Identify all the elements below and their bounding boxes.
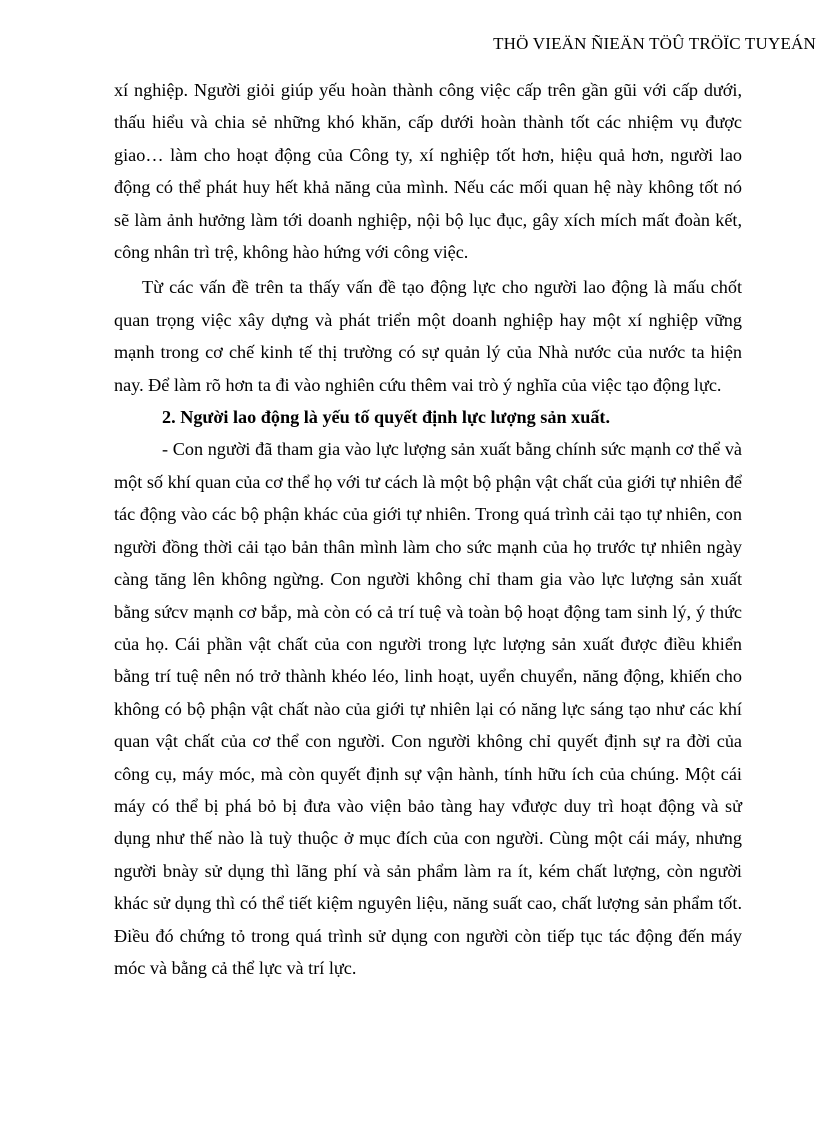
- paragraph-human-role: - Con người đã tham gia vào lực lượng sản xuất bằng chính sức mạnh cơ thể và một số khí quan của cơ thể họ với tư cách là một bộ phận vật chất của giới tự nhiên để tác động vào các bộ phận khác của giới tự nhiên. Trong quá trình cải tạo tự nhiên, con người đồng thời cải tạo bản thân mình làm cho sức mạnh của họ trước tự nhiên ngày càng tăng lên không ngừng. Con người không chỉ tham gia vào lực lượng sản xuất bằng sứcv mạnh cơ bắp, mà còn có cả trí tuệ và toàn bộ hoạt động tam sinh lý, ý thức của họ. Cái phần vật chất của con người trong lực lượng sản xuất được điều khiển bằng trí tuệ nên nó trở thành khéo léo, linh hoạt, uyển chuyển, năng động, khiến cho không có bộ phận vật chất nào của giới tự nhiên lại có năng lực sáng tạo như các khí quan vật chất của cơ thể con người. Con người không chỉ quyết định sự ra đời của công cụ, máy móc, mà còn quyết định sự vận hành, tính hữu ích của chúng. Một cái máy có thể bị phá bỏ bị đưa vào viện bảo tàng hay vđược duy trì hoạt động và sử dụng như thế nào là tuỳ thuộc ở mục đích của con người. Cùng một cái máy, nhưng người bnày sử dụng thì lãng phí và sản phẩm làm ra ít, kém chất lượng, còn người khác sử dụng thì có thể tiết kiệm nguyên liệu, năng suất cao, chất lượng sản phẩm tốt. Điều đó chứng tỏ trong quá trình sử dụng con người còn tiếp tục tác động đến máy móc và bằng cả thể lực và trí lực.: [114, 439, 742, 978]
- paragraph-motivation-summary: Từ các vấn đề trên ta thấy vấn đề tạo động lực cho người lao động là mấu chốt quan trọng việc xây dựng và phát triển một doanh nghiệp hay một xí nghiệp vững mạnh trong cơ chế kinh tế thị trường có sự quản lý của Nhà nước của nước ta hiện nay. Để làm rõ hơn ta đi vào nghiên cứu thêm vai trò ý nghĩa của việc tạo động lực.: [114, 277, 742, 395]
- paragraph-relationships: xí nghiệp. Người giỏi giúp yếu hoàn thành công việc cấp trên gần gũi với cấp dưới, thấu hiểu và chia sẻ những khó khăn, cấp dưới hoàn thành tốt các nhiệm vụ được giao… làm cho hoạt động của Công ty, xí nghiệp tốt hơn, hiệu quả hơn, người lao động có thể phát huy hết khả năng của mình. Nếu các mối quan hệ này không tốt nó sẽ làm ảnh hưởng làm tới doanh nghiệp, nội bộ lục đục, gây xích mích mất đoàn kết, công nhân trì trệ, không hào hứng với công việc.: [114, 80, 742, 263]
- page-header: THÖ VIEÄN ÑIEÄN TÖÛ TRÖÏC TUYEÁN: [493, 34, 816, 53]
- document-body: [114, 74, 742, 984]
- section-heading: 2. Người lao động là yếu tố quyết định lực lượng sản xuất.: [162, 407, 611, 428]
